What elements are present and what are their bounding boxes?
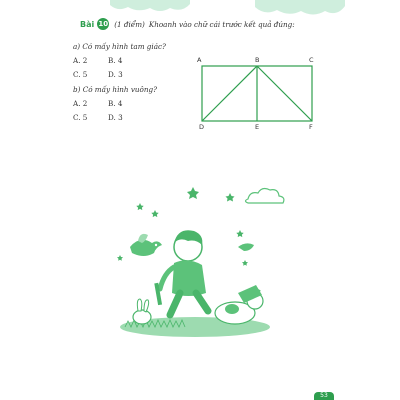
point-label-f: F (309, 123, 313, 131)
question-b-option-c[interactable]: C. 5 (73, 113, 88, 122)
question-b-text: b) Có mấy hình vuông? (73, 85, 157, 94)
illustration-boy-dog-icon (100, 175, 300, 350)
question-a-option-a[interactable]: A. 2 (73, 56, 88, 65)
question-a-option-b[interactable]: B. 4 (108, 56, 123, 65)
exercise-number-badge: 10 (98, 20, 109, 28)
exercise-header (80, 18, 295, 30)
exercise-points: (1 điểm) (114, 19, 145, 29)
question-a-option-d[interactable]: D. 3 (108, 70, 123, 79)
question-a-text: a) Có mấy hình tam giác? (73, 42, 166, 51)
point-label-d: D (199, 123, 205, 131)
top-cloud-right-icon (255, 0, 345, 18)
point-label-b: B (255, 56, 260, 64)
top-cloud-left-icon (110, 0, 190, 14)
question-a-option-c[interactable]: C. 5 (73, 70, 88, 79)
point-label-c: C (309, 56, 314, 64)
question-b-option-b[interactable]: B. 4 (108, 99, 123, 108)
figure-line-bf (257, 66, 312, 121)
exercise-label: Bài (80, 19, 95, 29)
figure-line-bd (202, 66, 257, 121)
exercise-instruction: Khoanh vào chữ cái trước kết quả đúng: (148, 19, 295, 29)
page-number: 53 (314, 392, 334, 400)
point-label-e: E (255, 123, 260, 131)
geometry-figure (196, 60, 326, 132)
point-label-a: A (197, 56, 202, 64)
question-b-option-d[interactable]: D. 3 (108, 113, 123, 122)
question-b-option-a[interactable]: A. 2 (73, 99, 88, 108)
